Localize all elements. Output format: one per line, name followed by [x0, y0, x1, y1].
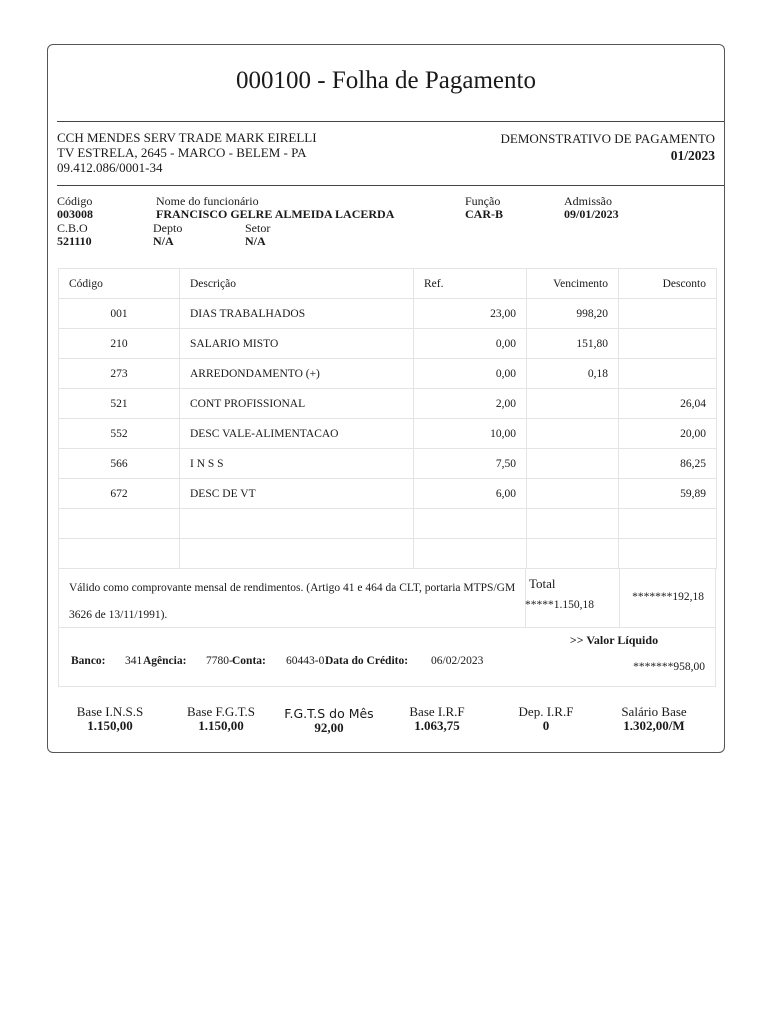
employee-role-value: CAR-B — [465, 207, 503, 221]
page-title: 000100 - Folha de Pagamento — [236, 67, 536, 94]
cell-desconto: 20,00 — [619, 419, 717, 449]
agency-label-text: Agência: — [143, 655, 187, 667]
summary-dep-irf — [510, 705, 582, 733]
employee-sector-label: Setor — [245, 221, 271, 235]
cell-vencimento — [527, 539, 619, 569]
cell-desconto — [619, 539, 717, 569]
cell-descricao: ARREDONDAMENTO (+) — [180, 359, 414, 389]
cell-descricao: DESC DE VT — [180, 479, 414, 509]
credit-date-label — [325, 655, 408, 667]
employee-code-value: 003008 — [57, 207, 93, 221]
summary-label: Base I.R.F — [409, 704, 465, 719]
cell-codigo: 552 — [59, 419, 180, 449]
cell-codigo: 566 — [59, 449, 180, 479]
employee-sector — [245, 222, 270, 248]
cell-codigo: 210 — [59, 329, 180, 359]
divider — [525, 569, 526, 627]
cell-descricao: DIAS TRABALHADOS — [180, 299, 414, 329]
cell-ref: 10,00 — [414, 419, 527, 449]
table-row — [59, 449, 717, 479]
table-row — [59, 299, 717, 329]
employee-sector-value: N/A — [245, 234, 266, 248]
summary-value: 92,00 — [314, 720, 344, 735]
column-header-codigo: Código — [59, 269, 180, 299]
credit-date-label-text: Data do Crédito: — [325, 655, 409, 667]
summary-label: Base I.N.S.S — [76, 704, 144, 719]
cell-ref — [414, 509, 527, 539]
employee-code — [57, 195, 93, 221]
statement-label: DEMONSTRATIVO DE PAGAMENTO — [500, 131, 715, 146]
employee-cbo — [57, 222, 92, 248]
agency-label — [143, 655, 186, 667]
table-row — [59, 359, 717, 389]
divider — [57, 121, 724, 122]
cell-desconto — [619, 299, 717, 329]
net-pay-label: >> Valor Líquido — [569, 633, 659, 647]
payslip-sheet — [47, 44, 725, 753]
summary-label: F.G.T.S do Mês — [284, 706, 374, 721]
column-header-vencimento: Vencimento — [527, 269, 619, 299]
summary-base-inss — [75, 705, 145, 733]
employee-admission-label: Admissão — [564, 194, 612, 208]
employee-department-label: Depto — [153, 221, 183, 235]
cell-ref: 6,00 — [414, 479, 527, 509]
cell-codigo — [59, 539, 180, 569]
cell-ref: 23,00 — [414, 299, 527, 329]
summary-value: 1.302,00/M — [623, 718, 685, 733]
agency-value: 7780- — [206, 655, 233, 667]
cell-codigo: 273 — [59, 359, 180, 389]
employee-cbo-label: C.B.O — [57, 221, 88, 235]
cell-ref: 0,00 — [414, 359, 527, 389]
employee-admission — [564, 195, 619, 221]
employee-name-value: FRANCISCO GELRE ALMEIDA LACERDA — [156, 207, 395, 221]
table-row — [59, 479, 717, 509]
summary-value: 1.150,00 — [198, 718, 244, 733]
cell-ref — [414, 539, 527, 569]
divider — [57, 185, 724, 186]
payroll-items-table — [58, 268, 717, 569]
summary-value: 0 — [542, 718, 550, 733]
summary-value: 1.150,00 — [87, 718, 133, 733]
cell-descricao: SALARIO MISTO — [180, 329, 414, 359]
cell-vencimento — [527, 479, 619, 509]
cell-vencimento: 998,20 — [527, 299, 619, 329]
summary-base-irf — [400, 705, 474, 733]
bank-label — [71, 655, 106, 667]
cell-vencimento — [527, 419, 619, 449]
cell-descricao: I N S S — [180, 449, 414, 479]
summary-salario-base — [613, 705, 695, 733]
column-header-descricao: Descrição — [180, 269, 414, 299]
employee-role — [465, 195, 503, 221]
bank-value: 341 — [125, 655, 143, 667]
cell-descricao: DESC VALE-ALIMENTACAO — [180, 419, 414, 449]
cell-codigo: 672 — [59, 479, 180, 509]
summary-fgts-mes — [281, 707, 377, 735]
credit-date-value: 06/02/2023 — [431, 655, 484, 667]
net-pay-value: *******958,00 — [633, 661, 705, 673]
cell-desconto — [619, 359, 717, 389]
column-header-desconto: Desconto — [619, 269, 717, 299]
cell-vencimento: 0,18 — [527, 359, 619, 389]
cell-codigo: 001 — [59, 299, 180, 329]
employee-admission-value: 09/01/2023 — [564, 207, 619, 221]
validity-note: Válido como comprovante mensal de rendimentos. (Artigo 41 e 464 da CLT, portaria MTPS/GM 3626 de 13/11/1991). — [69, 582, 516, 621]
divider — [59, 627, 715, 628]
cell-desconto: 86,25 — [619, 449, 717, 479]
cell-codigo: 521 — [59, 389, 180, 419]
cell-desconto: 59,89 — [619, 479, 717, 509]
cell-vencimento — [527, 509, 619, 539]
account-label-text: Conta: — [232, 655, 266, 667]
table-row — [59, 419, 717, 449]
table-row — [59, 329, 717, 359]
cell-descricao: CONT PROFISSIONAL — [180, 389, 414, 419]
cell-ref: 0,00 — [414, 329, 527, 359]
table-header-row — [59, 269, 717, 299]
company-address: TV ESTRELA, 2645 - MARCO - BELEM - PA — [57, 145, 307, 160]
cell-desconto: 26,04 — [619, 389, 717, 419]
summary-base-fgts — [178, 705, 264, 733]
cell-vencimento — [527, 389, 619, 419]
table-row-empty — [59, 539, 717, 569]
totals-box — [58, 569, 716, 687]
summary-label: Dep. I.R.F — [518, 704, 574, 719]
cell-ref: 2,00 — [414, 389, 527, 419]
cell-desconto — [619, 329, 717, 359]
employee-department — [153, 222, 182, 248]
cell-vencimento: 151,80 — [527, 329, 619, 359]
employee-role-label: Função — [465, 194, 501, 208]
company-info — [57, 130, 317, 175]
cell-desconto — [619, 509, 717, 539]
summary-label: Base F.G.T.S — [186, 704, 256, 719]
bank-label-text: Banco: — [71, 655, 106, 667]
cell-ref: 7,50 — [414, 449, 527, 479]
employee-name-label: Nome do funcionário — [156, 194, 259, 208]
employee-name — [156, 195, 394, 221]
company-name: CCH MENDES SERV TRADE MARK EIRELLI — [57, 130, 317, 145]
table-row-empty — [59, 509, 717, 539]
statement-period: 01/2023 — [670, 148, 715, 163]
account-value: 60443-0 — [286, 655, 325, 667]
total-label: Total — [529, 576, 556, 591]
company-cnpj: 09.412.086/0001-34 — [57, 160, 163, 175]
summary-value: 1.063,75 — [414, 718, 460, 733]
statement-info — [500, 130, 715, 164]
employee-code-label: Código — [57, 194, 93, 208]
summary-label: Salário Base — [621, 704, 687, 719]
employee-cbo-value: 521110 — [57, 234, 92, 248]
table-row — [59, 389, 717, 419]
column-header-ref: Ref. — [414, 269, 527, 299]
cell-descricao — [180, 509, 414, 539]
account-label — [232, 655, 266, 667]
total-vencimento: *****1.150,18 — [525, 599, 594, 611]
cell-descricao — [180, 539, 414, 569]
total-desconto: *******192,18 — [632, 591, 704, 603]
cell-vencimento — [527, 449, 619, 479]
employee-department-value: N/A — [153, 234, 174, 248]
cell-codigo — [59, 509, 180, 539]
